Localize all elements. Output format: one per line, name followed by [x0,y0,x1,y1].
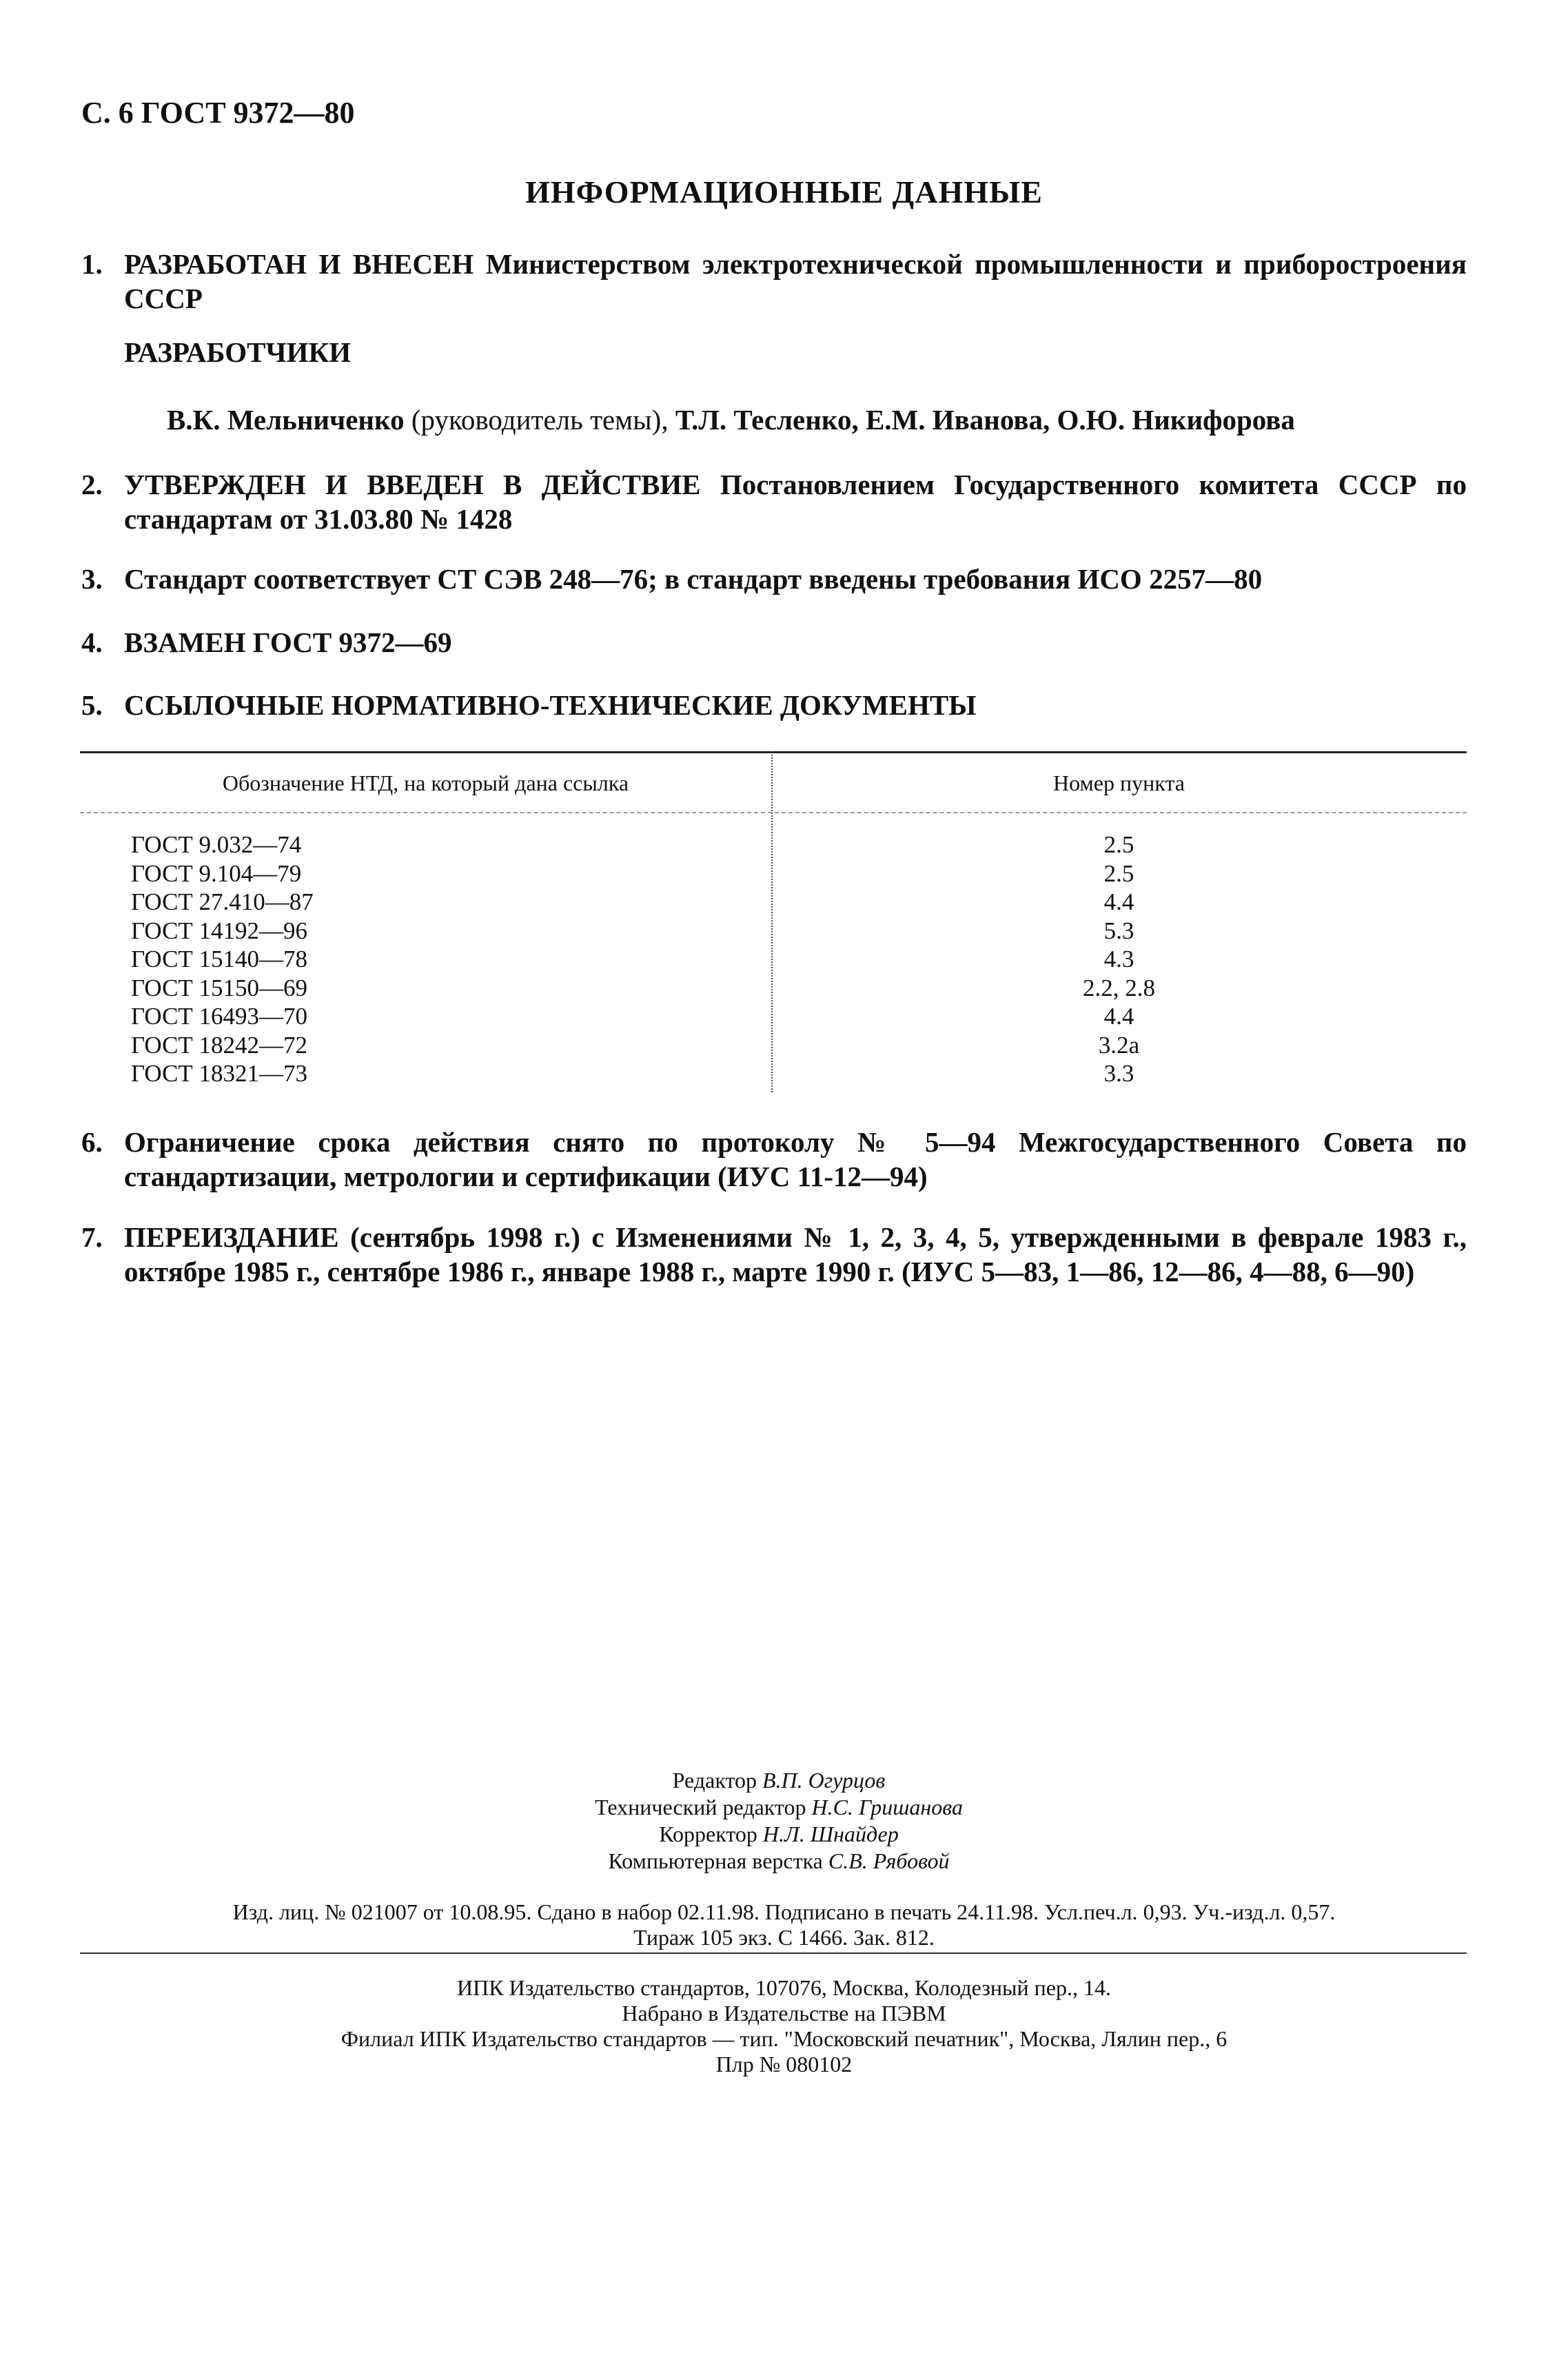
doc-cell: ГОСТ 16493—70 [131,1003,308,1030]
table-row [80,1031,1467,1060]
layout-name: С.В. Рябовой [828,1848,950,1873]
corrector-label: Корректор [659,1822,763,1846]
info-item-3 [81,562,1467,596]
item-text: ССЫЛОЧНЫЕ НОРМАТИВНО-ТЕХНИЧЕСКИЕ ДОКУМЕНТЫ [124,689,977,721]
item-number: 4. [81,626,103,658]
doc-cell: ГОСТ 18321—73 [131,1060,308,1087]
info-item-6 [81,1125,1467,1194]
doc-cell: ГОСТ 14192—96 [131,917,308,944]
info-item-7 [81,1220,1467,1289]
doc-cell: ГОСТ 27.410—87 [131,888,314,915]
column-header-document: Обозначение НТД, на который дана ссылка [222,771,629,795]
table-top-rule [80,751,1467,753]
table-row [80,917,1467,946]
table-row [80,974,1467,1003]
table-row [80,830,1467,859]
table-row [80,859,1467,888]
table-body [80,830,1467,1088]
developers-label: РАЗРАБОТЧИКИ [124,336,352,368]
clause-cell: 4.4 [1103,888,1134,915]
item-text: Ограничение срока действия снято по протоколу № 5—94 Межгосударственного Совета по стандартизации, метрологии и сертификации (ИУС 11-12—94) [124,1126,1467,1192]
table-header-rule [80,812,1467,813]
section-title: ИНФОРМАЦИОННЫЕ ДАННЫЕ [525,174,1043,210]
print-run-line: Тираж 105 экз. С 1466. Зак. 812. [633,1925,935,1950]
tech-editor-label: Технический редактор [595,1795,812,1819]
license-line: Изд. лиц. № 021007 от 10.08.95. Сдано в набор 02.11.98. Подписано в печать 24.11.98. Усл.печ.л. 0,93. Уч.-изд.л. 0,57. [232,1899,1336,1924]
table-row [80,888,1467,917]
info-item-5 [81,688,1467,722]
editor-line [193,1768,1365,1793]
tech-editor-name: Н.С. Гришанова [811,1795,963,1819]
doc-cell: ГОСТ 9.032—74 [131,831,302,858]
item-number: 7. [81,1221,103,1253]
item-text: РАЗРАБОТАН И ВНЕСЕН Министерством электротехнической промышленности и приборостроения СССР [124,248,1467,314]
item-number: 2. [81,469,103,500]
info-item-1 [81,247,1467,316]
developers-names [167,403,1295,436]
clause-cell: 4.3 [1103,946,1134,972]
other-developers: Т.Л. Тесленко, Е.М. Иванова, О.Ю. Никифорова [675,404,1295,436]
doc-cell: ГОСТ 9.104—79 [131,859,302,887]
item-text: Стандарт соответствует СТ СЭВ 248—76; в стандарт введены требования ИСО 2257—80 [124,563,1263,595]
clause-cell: 2.2, 2.8 [1083,974,1155,1001]
imprint-separator [80,1952,1467,1954]
clause-cell: 2.5 [1103,859,1134,887]
clause-cell: 4.4 [1103,1003,1134,1030]
item-number: 1. [81,248,103,280]
item-number: 3. [81,563,103,595]
item-number: 6. [81,1126,103,1158]
item-text: ПЕРЕИЗДАНИЕ (сентябрь 1998 г.) с Изменениями № 1, 2, 3, 4, 5, утвержденными в феврале 1983 г., октябре 1985 г., сентябре 1986 г., январе 1988 г., марте 1990 г. (ИУС 5—83, 1—86, 12—86, 4—88, 6—90) [124,1221,1467,1287]
item-text: ВЗАМЕН ГОСТ 9372—69 [124,626,452,658]
layout-line [193,1848,1365,1874]
page-header: С. 6 ГОСТ 9372—80 [81,96,355,130]
column-header-clause: Номер пункта [1053,771,1185,795]
doc-cell: ГОСТ 15140—78 [131,946,308,972]
table-row [80,1002,1467,1031]
info-item-2 [81,467,1467,536]
publisher-line: ИПК Издательство стандартов, 107076, Москва, Колодезный пер., 14. [457,1975,1111,2000]
editor-name: В.П. Огурцов [762,1768,886,1793]
editor-label: Редактор [672,1768,762,1793]
doc-cell: ГОСТ 15150—69 [131,974,308,1001]
clause-cell: 2.5 [1103,831,1134,858]
layout-label: Компьютерная верстка [608,1848,828,1873]
lead-developer: В.К. Мельниченко [167,404,405,436]
tech-editor-line [193,1795,1365,1820]
clause-cell: 5.3 [1103,917,1134,944]
table-row [80,1059,1467,1088]
clause-cell: 3.3 [1103,1060,1134,1087]
table-row [80,945,1467,974]
item-number: 5. [81,689,103,721]
branch-line: Филиал ИПК Издательство стандартов — тип. "Московский печатник", Москва, Лялин пер., 6 [340,2026,1228,2051]
lead-role: (руководитель темы), [404,404,675,436]
doc-cell: ГОСТ 18242—72 [131,1031,308,1059]
typeset-line: Набрано в Издательстве на ПЭВМ [622,2001,946,2026]
clause-cell: 3.2а [1098,1031,1140,1059]
plr-line: Плр № 080102 [715,2052,853,2077]
item-text: УТВЕРЖДЕН И ВВЕДЕН В ДЕЙСТВИЕ Постановлением Государственного комитета СССР по стандартам от 31.03.80 № 1428 [124,469,1467,535]
corrector-line [193,1822,1365,1847]
info-item-4 [81,625,1467,660]
corrector-name: Н.Л. Шнайдер [762,1822,899,1846]
